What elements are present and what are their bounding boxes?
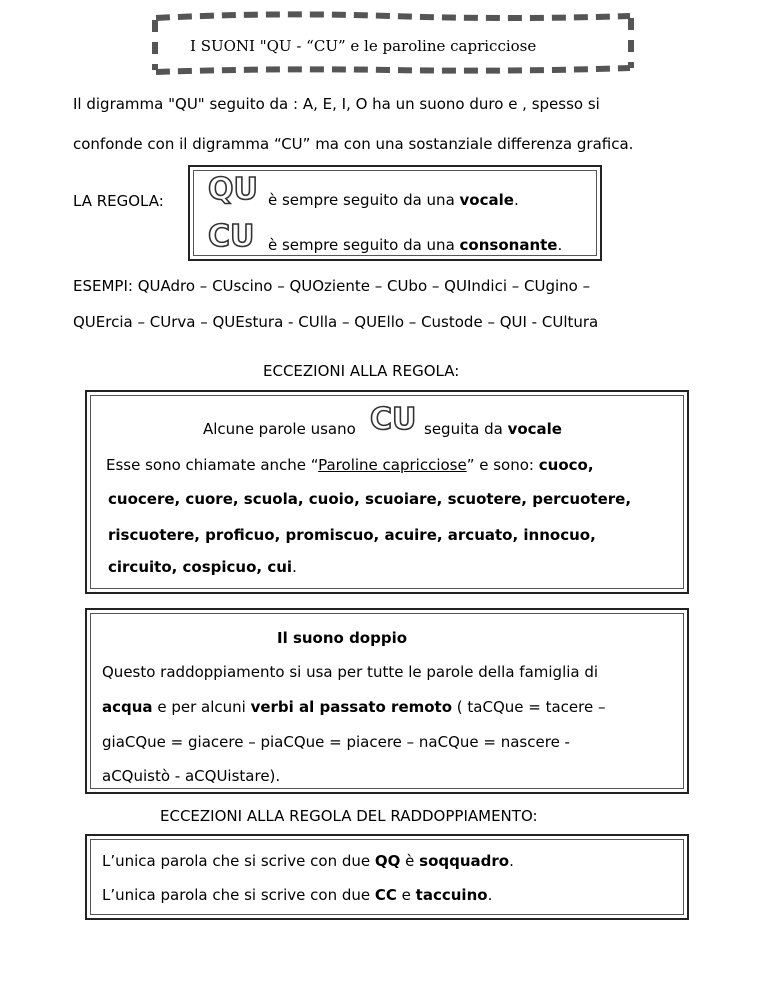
exceptions-intro-end: seguita da vocale xyxy=(424,420,562,438)
qu-outline-glyph: QU xyxy=(208,172,258,207)
double-sound-heading: Il suono doppio xyxy=(277,629,408,647)
exceptions2-line-2: L’unica parola che si scrive con due CC e taccuino. xyxy=(102,886,493,904)
exceptions-line-2: Esse sono chiamate anche “Paroline capricciose” e sono: cuoco, xyxy=(106,456,594,474)
cu-outline-glyph-exceptions: CU xyxy=(370,402,417,437)
exceptions2-heading: ECCEZIONI ALLA REGOLA DEL RADDOPPIAMENTO: xyxy=(160,807,538,825)
double-line-2: acqua e per alcuni verbi al passato remoto ( taCQue = tacere – xyxy=(102,698,606,716)
title-banner xyxy=(150,10,636,76)
cu-outline-glyph: CU xyxy=(208,219,255,254)
exceptions2-box xyxy=(85,834,689,920)
rule-label: LA REGOLA: xyxy=(73,192,164,210)
double-line-3: giaCQue = giacere – piaCQue = piacere – naCQue = nascere - xyxy=(102,733,570,751)
intro-line-2: confonde con il digramma “CU” ma con una sostanziale differenza grafica. xyxy=(73,135,634,153)
exceptions2-line-1: L’unica parola che si scrive con due QQ è soqquadro. xyxy=(102,852,514,870)
rule-cu-line: è sempre seguito da una consonante. xyxy=(268,236,563,254)
double-line-4: aCQuistò - aCQUistare). xyxy=(102,767,281,785)
page-title: I SUONI "QU - “CU” e le paroline capricciose xyxy=(190,37,537,55)
exceptions-intro-line: Alcune parole usano xyxy=(203,420,356,438)
exceptions-heading: ECCEZIONI ALLA REGOLA: xyxy=(263,362,460,380)
examples-line-2: QUErcia – CUrva – QUEstura - CUlla – QUEllo – Custode – QUI - CUltura xyxy=(73,313,599,331)
double-line-1: Questo raddoppiamento si usa per tutte le parole della famiglia di xyxy=(102,663,599,681)
intro-line-1: Il digramma "QU" seguito da : A, E, I, O ha un suono duro e , spesso si xyxy=(73,95,600,113)
rule-qu-line: è sempre seguito da una vocale. xyxy=(268,191,519,209)
exceptions-line-3: cuocere, cuore, scuola, cuoio, scuoiare, scuotere, percuotere, xyxy=(108,490,632,508)
exceptions-line-4: riscuotere, proficuo, promiscuo, acuire, arcuato, innocuo, xyxy=(108,526,596,544)
examples-line-1: ESEMPI: QUAdro – CUscino – QUOziente – CUbo – QUIndici – CUgino – xyxy=(73,277,591,295)
exceptions-line-5: circuito, cospicuo, cui. xyxy=(108,558,297,576)
